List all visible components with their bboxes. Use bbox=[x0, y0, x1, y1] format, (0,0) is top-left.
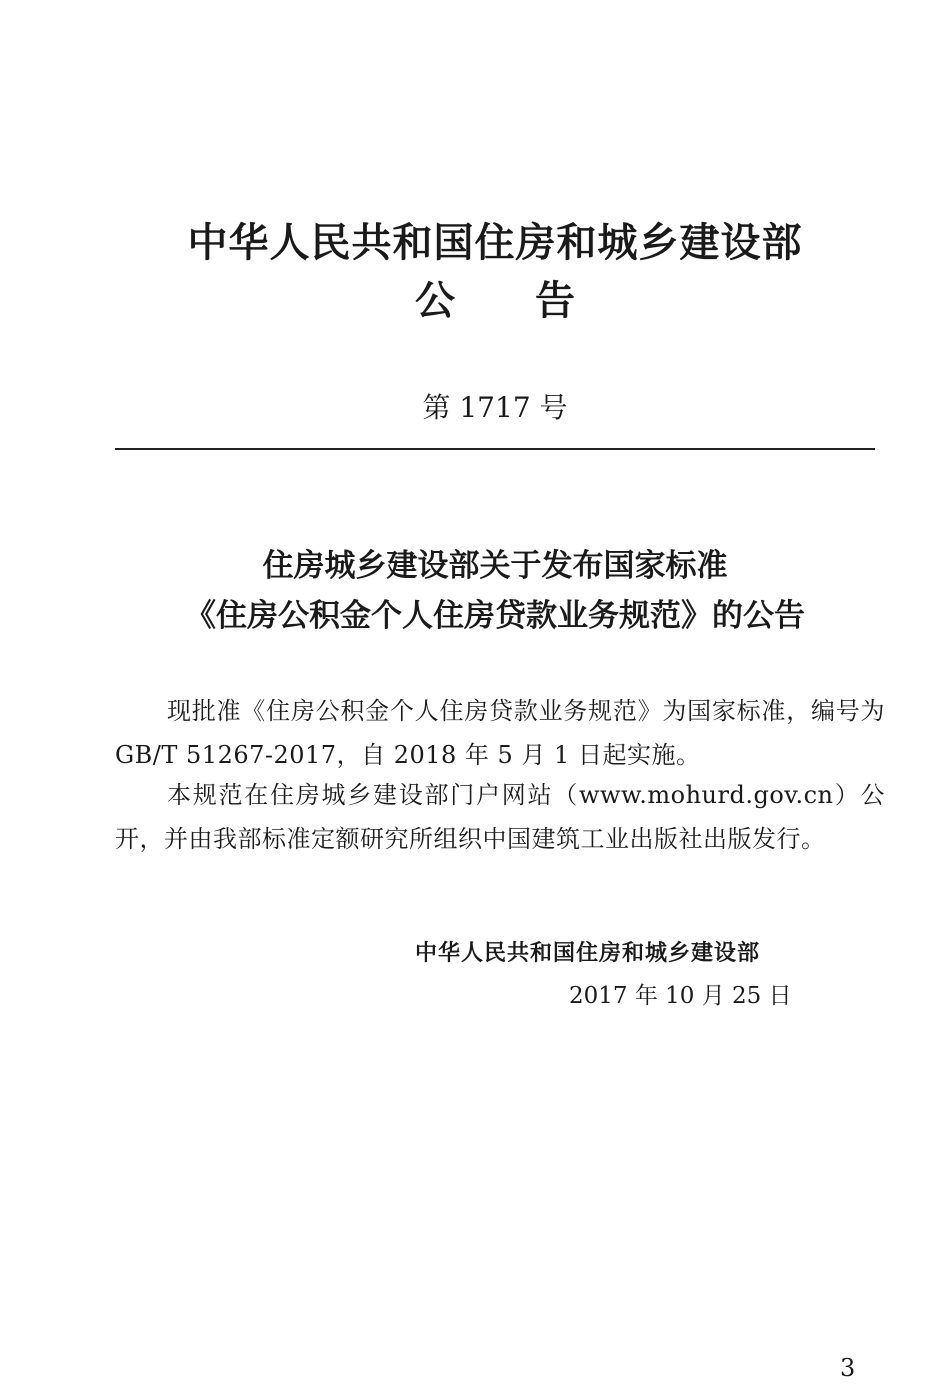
body-paragraph-approval: 现批准《住房公积金个人住房贷款业务规范》为国家标准，编号为 GB/T 51267-2017，自 2018 年 5 月 1 日起实施。 bbox=[115, 697, 885, 769]
header-divider bbox=[115, 448, 875, 450]
announcement-heading-line2: 《住房公积金个人住房贷款业务规范》的公告 bbox=[185, 598, 805, 634]
notice-label bbox=[0, 276, 950, 326]
announcement-heading-line1: 住房城乡建设部关于发布国家标准 bbox=[262, 548, 728, 584]
ministry-title: 中华人民共和国住房和城乡建设部 bbox=[187, 220, 803, 266]
notice-number: 第 1717 号 bbox=[422, 391, 568, 424]
signature-date: 2017 年 10 月 25 日 bbox=[569, 983, 792, 1009]
page-number: 3 bbox=[840, 1354, 856, 1382]
notice-label-right: 告 bbox=[535, 278, 575, 324]
body-paragraph-publication: 本规范在住房城乡建设部门户网站（www.mohurd.gov.cn）公开，并由我部标准定额研究所组织中国建筑工业出版社出版发行。 bbox=[115, 781, 885, 853]
notice-label-left: 公 bbox=[415, 278, 455, 324]
signature-organization: 中华人民共和国住房和城乡建设部 bbox=[415, 941, 761, 966]
